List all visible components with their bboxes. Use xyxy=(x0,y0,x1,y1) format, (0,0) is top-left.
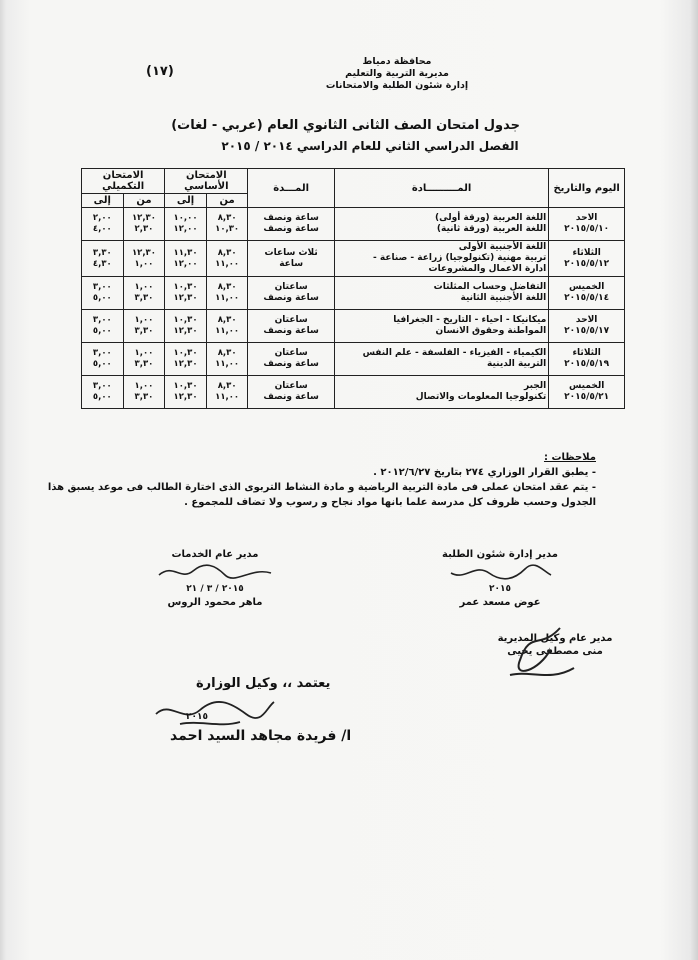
header-subject: المـــــــــادة xyxy=(334,169,548,208)
schedule-row xyxy=(82,376,625,409)
schedule-row xyxy=(82,343,625,376)
duration-cell-line: ساعتان xyxy=(274,348,308,358)
supp-to-cell-line: ٥,٠٠ xyxy=(92,392,112,402)
schedule-row xyxy=(82,241,625,277)
approval-title: يعتمد ،، وكيل الوزارة xyxy=(196,676,331,691)
duration-cell xyxy=(248,376,334,409)
basic-from-cell-line: ١١,٠٠ xyxy=(215,326,240,336)
handwritten-signature xyxy=(490,620,580,690)
schedule-row xyxy=(82,208,625,241)
supp-from-cell-line: ٣,٣٠ xyxy=(134,359,154,369)
duration-cell xyxy=(248,208,334,241)
approval-name: ا/ فريدة مجاهد السيد احمد xyxy=(170,728,352,744)
note-line: الجدول وحسب ظروف كل مدرسة علما بانها مواد نجاح و رسوب ولا تضاف للمجموع . xyxy=(184,497,596,508)
basic-from-cell xyxy=(206,376,248,409)
duration-cell-line: ساعة ونصف xyxy=(263,359,319,369)
basic-from-cell xyxy=(206,241,248,277)
subject-cell-line: الجبر xyxy=(524,381,547,391)
basic-to-cell xyxy=(165,310,207,343)
note-line: - يتم عقد امتحان عملى فى مادة التربية الرياضية و مادة النشاط التربوى الذى اختارة الطالب فى موعد يسبق هذا xyxy=(47,482,596,493)
basic-to-cell xyxy=(165,277,207,310)
supp-to-cell xyxy=(82,310,124,343)
supp-from-cell-line: ١٢,٣٠ xyxy=(131,213,156,223)
handwritten-signature xyxy=(445,561,555,583)
day-cell-line: ٢٠١٥/٥/١٠ xyxy=(564,224,610,234)
basic-from-cell-line: ٨,٣٠ xyxy=(217,247,237,258)
subject-cell xyxy=(334,241,548,277)
day-cell xyxy=(549,277,625,310)
header-day: اليوم والتاريخ xyxy=(549,169,625,208)
subject-cell xyxy=(334,343,548,376)
basic-to-cell-line: ١٢,٣٠ xyxy=(173,326,198,336)
supp-to-cell-line: ٥,٠٠ xyxy=(92,293,112,303)
supp-from-cell-line: ١٢,٣٠ xyxy=(131,247,156,258)
subject-cell-line: اللغة العربية (ورقة أولى) xyxy=(435,213,547,223)
subject-cell-line: ميكانيكا - احياء - التاريخ - الجغرافيا xyxy=(393,315,547,325)
duration-cell-line: ساعة ونصف xyxy=(263,224,319,234)
duration-cell-line: ثلاث ساعات xyxy=(264,247,318,258)
supp-to-cell-line: ٢,٠٠ xyxy=(92,213,112,223)
basic-to-cell-line: ١٠,٣٠ xyxy=(173,315,198,325)
header-supp-from: من xyxy=(123,194,165,208)
day-cell xyxy=(549,376,625,409)
issuing-authority-header xyxy=(322,56,472,92)
signature-name: ماهر محمود الروس xyxy=(167,597,263,608)
basic-from-cell-line: ٨,٣٠ xyxy=(217,315,237,325)
subject-cell xyxy=(334,310,548,343)
basic-to-cell-line: ١٠,٣٠ xyxy=(173,282,198,292)
basic-from-cell-line: ١٠,٣٠ xyxy=(215,224,240,234)
signature-title: مدير إدارة شئون الطلبة xyxy=(442,549,558,560)
signature-title: مدير عام الخدمات xyxy=(171,549,259,560)
subject-cell xyxy=(334,277,548,310)
supp-from-cell-line: ٣,٣٠ xyxy=(134,326,154,336)
supp-to-cell-line: ٣,٠٠ xyxy=(92,282,112,292)
basic-to-cell-line: ١٠,٣٠ xyxy=(173,348,198,358)
day-cell-line: ٢٠١٥/٥/١٢ xyxy=(564,258,610,269)
supp-from-cell xyxy=(123,343,165,376)
signature-title: مدير عام وكيل المديرية xyxy=(497,633,613,644)
supp-to-cell xyxy=(82,208,124,241)
basic-to-cell-line: ١٢,٣٠ xyxy=(173,359,198,369)
supp-from-cell xyxy=(123,376,165,409)
subject-cell-line: المواطنة وحقوق الانسان xyxy=(435,326,547,336)
note-line: - يطبق القرار الوزاري ٢٧٤ بتاريخ ٢٠١٢/٦/٢٧ . xyxy=(373,467,596,478)
basic-from-cell xyxy=(206,277,248,310)
day-cell xyxy=(549,343,625,376)
subject-cell-line: تربية مهنية (تكنولوجيا) زراعة - صناعة - xyxy=(373,253,547,263)
subject-cell-line: التربية الدينية xyxy=(487,359,547,369)
duration-cell xyxy=(248,277,334,310)
basic-from-cell-line: ٨,٣٠ xyxy=(217,348,237,358)
supp-from-cell-line: ١,٠٠ xyxy=(134,315,154,325)
day-cell-line: ٢٠١٥/٥/١٩ xyxy=(564,359,610,369)
duration-cell-line: ساعتان xyxy=(274,381,308,391)
basic-to-cell xyxy=(165,376,207,409)
supp-to-cell-line: ٤,٠٠ xyxy=(92,224,112,234)
supp-from-cell-line: ١,٠٠ xyxy=(134,258,154,269)
supp-from-cell xyxy=(123,310,165,343)
basic-to-cell xyxy=(165,241,207,277)
signature-date: ٢٠١٥ xyxy=(489,584,511,594)
duration-cell-line: ساعتان xyxy=(274,315,308,325)
supp-from-cell-line: ٣,٣٠ xyxy=(134,392,154,402)
basic-to-cell-line: ١٢,٠٠ xyxy=(173,258,198,269)
subject-cell-line: اللغة العربية (ورقة ثانية) xyxy=(436,224,547,234)
day-cell-line: الاحد xyxy=(575,315,598,325)
signature-name: عوض مسعد عمر xyxy=(459,597,541,608)
supp-to-cell xyxy=(82,376,124,409)
basic-to-cell-line: ١٢,٠٠ xyxy=(173,224,198,234)
subject-cell-line: الكيمياء - الفيزياء - الفلسفة - علم النفس xyxy=(362,348,547,358)
document-subtitle: الفصل الدراسي الثاني للعام الدراسي ٢٠١٤ / ٢٠١٥ xyxy=(221,139,519,153)
duration-cell-line: ساعة ونصف xyxy=(263,326,319,336)
supp-from-cell xyxy=(123,241,165,277)
supp-to-cell-line: ٣,٠٠ xyxy=(92,381,112,391)
day-cell-line: الاحد xyxy=(575,213,598,223)
supp-to-cell-line: ٣,٠٠ xyxy=(92,315,112,325)
schedule-row xyxy=(82,277,625,310)
duration-cell-line: ساعة ونصف xyxy=(263,293,319,303)
basic-from-cell-line: ٨,٣٠ xyxy=(217,213,237,223)
supp-to-cell xyxy=(82,343,124,376)
basic-to-cell xyxy=(165,208,207,241)
document-title: جدول امتحان الصف الثانى الثانوي العام (عربي - لغات) xyxy=(171,118,520,133)
header-supp-to: إلى xyxy=(82,194,124,208)
duration-cell-line: ساعة ونصف xyxy=(263,392,319,402)
subject-cell-line: اللغة الأجنبية الثانية xyxy=(460,293,547,303)
day-cell xyxy=(549,241,625,277)
supp-from-cell-line: ٣,٣٠ xyxy=(134,293,154,303)
basic-from-cell xyxy=(206,208,248,241)
basic-from-cell-line: ٨,٣٠ xyxy=(217,381,237,391)
basic-from-cell xyxy=(206,343,248,376)
approval-date: ٢٠١٥ xyxy=(186,712,208,722)
signature-students-affairs xyxy=(420,548,580,609)
supp-to-cell xyxy=(82,241,124,277)
header-basic-exam: الامتحان الأساسي xyxy=(165,169,248,194)
header-basic-to: إلى xyxy=(165,194,207,208)
supp-to-cell-line: ٤,٣٠ xyxy=(92,258,112,269)
subject-cell-line: ادارة الاعمال والمشروعات xyxy=(428,264,547,274)
handwritten-signature xyxy=(150,694,280,730)
signature-date: ٢٠١٥ / ٣ / ٢١ xyxy=(186,584,244,594)
basic-from-cell-line: ٨,٣٠ xyxy=(217,282,237,292)
header-duration: المـــدة xyxy=(248,169,334,208)
duration-cell xyxy=(248,241,334,277)
duration-cell-line: ساعة ونصف xyxy=(263,213,319,223)
supp-from-cell-line: ١,٠٠ xyxy=(134,282,154,292)
supp-from-cell xyxy=(123,208,165,241)
subject-cell xyxy=(334,208,548,241)
day-cell-line: الثلاثاء xyxy=(572,247,601,258)
day-cell-line: الخميس xyxy=(568,381,605,391)
directorate-label: مديرية التربية والتعليم xyxy=(345,68,449,79)
day-cell xyxy=(549,208,625,241)
notes-section xyxy=(47,450,596,510)
subject-cell xyxy=(334,376,548,409)
basic-from-cell-line: ١١,٠٠ xyxy=(215,392,240,402)
subject-cell-line: اللغة الأجنبية الأولى xyxy=(458,242,547,252)
governorate-label: محافظة دمياط xyxy=(362,56,432,67)
notes-heading: ملاحظات : xyxy=(543,452,596,463)
day-cell-line: الخميس xyxy=(568,282,605,292)
supp-to-cell xyxy=(82,277,124,310)
day-cell-line: ٢٠١٥/٥/٢١ xyxy=(564,392,610,402)
supp-to-cell-line: ٥,٠٠ xyxy=(92,359,112,369)
duration-cell xyxy=(248,343,334,376)
basic-to-cell-line: ١٢,٣٠ xyxy=(173,392,198,402)
day-cell xyxy=(549,310,625,343)
supp-from-cell-line: ٢,٣٠ xyxy=(134,224,154,234)
supp-from-cell xyxy=(123,277,165,310)
day-cell-line: ٢٠١٥/٥/١٧ xyxy=(564,326,610,336)
basic-from-cell-line: ١١,٠٠ xyxy=(215,258,240,269)
supp-to-cell-line: ٣,٠٠ xyxy=(92,348,112,358)
basic-from-cell-line: ١١,٠٠ xyxy=(215,293,240,303)
supp-from-cell-line: ١,٠٠ xyxy=(134,348,154,358)
header-basic-from: من xyxy=(206,194,248,208)
duration-cell-line: ساعة xyxy=(279,258,304,269)
department-label: إدارة شئون الطلبة والامتحانات xyxy=(325,80,469,91)
basic-from-cell xyxy=(206,310,248,343)
basic-to-cell xyxy=(165,343,207,376)
handwritten-signature xyxy=(155,561,275,583)
schedule-row xyxy=(82,310,625,343)
signature-name: منى مصطفى يحيى xyxy=(507,646,603,657)
basic-to-cell-line: ١٢,٣٠ xyxy=(173,293,198,303)
day-cell-line: ٢٠١٥/٥/١٤ xyxy=(564,293,610,303)
supp-to-cell-line: ٣,٣٠ xyxy=(92,247,112,258)
basic-to-cell-line: ١١,٣٠ xyxy=(173,247,198,258)
header-supplementary-exam: الامتحان التكميلي xyxy=(82,169,165,194)
supp-from-cell-line: ١,٠٠ xyxy=(134,381,154,391)
subject-cell-line: تكنولوجيا المعلومات والاتصال xyxy=(415,392,547,402)
basic-to-cell-line: ١٠,٠٠ xyxy=(173,213,198,223)
day-cell-line: الثلاثاء xyxy=(572,348,601,358)
signature-services xyxy=(140,548,290,609)
basic-from-cell-line: ١١,٠٠ xyxy=(215,359,240,369)
page-number: (١٧) xyxy=(146,64,174,79)
duration-cell-line: ساعتان xyxy=(274,282,308,292)
exam-schedule-table xyxy=(81,168,625,409)
supp-to-cell-line: ٥,٠٠ xyxy=(92,326,112,336)
subject-cell-line: التفاضل وحساب المثلثات xyxy=(433,282,547,292)
duration-cell xyxy=(248,310,334,343)
basic-to-cell-line: ١٠,٣٠ xyxy=(173,381,198,391)
